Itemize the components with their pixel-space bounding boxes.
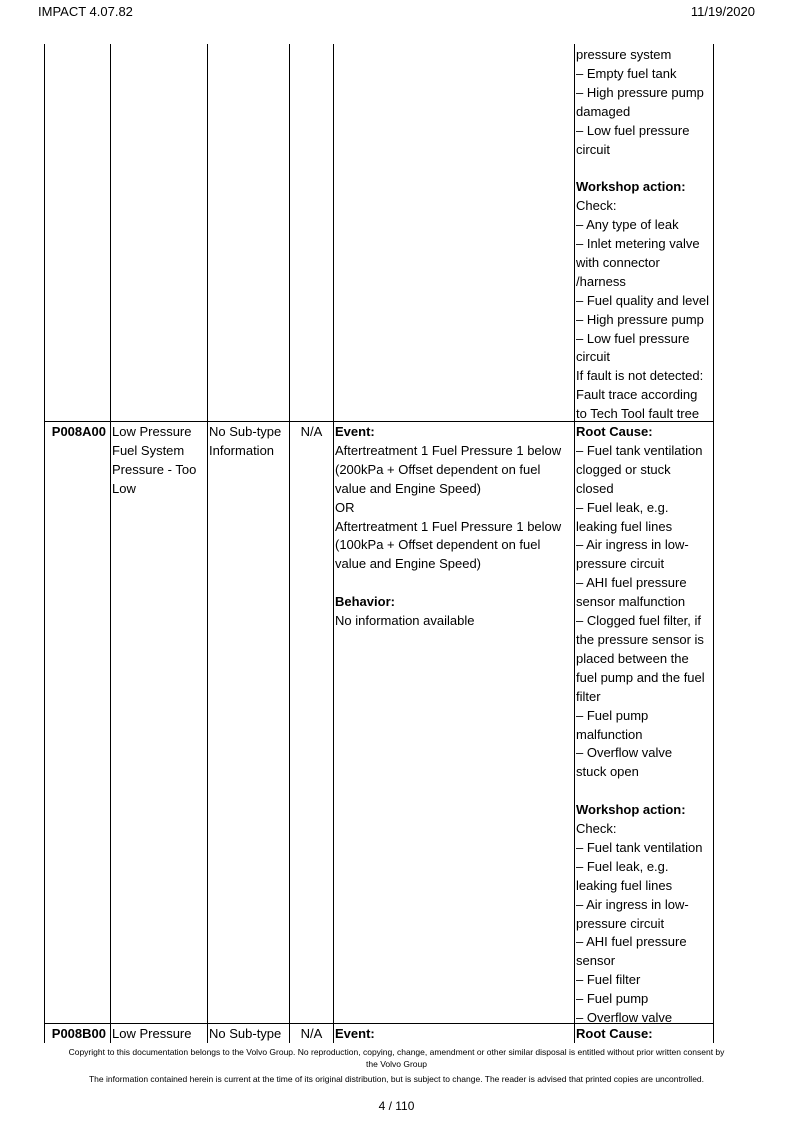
workshop-line: with connector [576, 254, 660, 270]
root-cause-line: – Empty fuel tank [576, 65, 677, 81]
workshop-line: circuit [576, 349, 610, 365]
workshop-line: – Fuel tank ventilation [576, 839, 703, 855]
root-cause-line: circuit [576, 141, 610, 157]
workshop-line: – Fuel leak, e.g. [576, 858, 669, 874]
event-heading: Event: [335, 424, 375, 439]
dtc-code: P008B00 [51, 1026, 106, 1041]
document-title: IMPACT 4.07.82 [38, 4, 133, 19]
workshop-line: Check: [576, 198, 617, 214]
workshop-line: – Any type of leak [576, 217, 679, 233]
workshop-line: sensor [576, 953, 616, 969]
dtc-name [112, 423, 196, 499]
dtc-na-value: N/A [300, 1026, 323, 1041]
root-cause-line: – Clogged fuel filter, if [576, 613, 702, 629]
continued-diagnosis-cell [576, 46, 709, 424]
workshop-line: Fault trace according [576, 387, 698, 403]
root-cause-line: pressure system [576, 47, 672, 62]
root-cause-line: – Low fuel pressure [576, 122, 690, 138]
workshop-line: /harness [576, 273, 626, 289]
workshop-line: – Overflow valve [576, 1010, 673, 1026]
copyright-line: the Volvo Group [366, 1059, 427, 1069]
diagnosis-cell [576, 423, 705, 1028]
workshop-line: – Inlet metering valve [576, 236, 700, 252]
root-cause-line: leaking fuel lines [576, 518, 673, 534]
root-cause-line: – Fuel leak, e.g. [576, 499, 669, 515]
root-cause-line: malfunction [576, 726, 643, 742]
event-line: value and Engine Speed) [335, 556, 482, 572]
root-cause-line: filter [576, 688, 601, 704]
event-cell [335, 423, 561, 631]
workshop-line: – High pressure pump [576, 311, 704, 327]
event-line: (100kPa + Offset dependent on fuel [335, 537, 541, 553]
event-line: Aftertreatment 1 Fuel Pressure 1 below [335, 442, 562, 458]
root-cause-heading: Root Cause: [576, 1026, 653, 1041]
root-cause-line: clogged or stuck [576, 461, 671, 477]
subtype-line: No Sub-type [209, 424, 282, 439]
dtc-code: P008A00 [51, 424, 106, 439]
root-cause-line: stuck open [576, 764, 639, 780]
dtc-name [112, 1025, 191, 1044]
distribution-notice: The information contained herein is current at the time of its original distribution, but is subject to change. The reader is advised that printed copies are uncontrolled. [88, 1074, 705, 1084]
dtc-name-line: Pressure - Too [112, 461, 197, 477]
event-heading: Event: [335, 1026, 375, 1041]
behavior-heading: Behavior: [335, 594, 395, 610]
workshop-line: – AHI fuel pressure [576, 934, 687, 950]
workshop-line: pressure circuit [576, 915, 665, 931]
root-cause-line: pressure circuit [576, 556, 665, 572]
dtc-name-line: Low Pressure [112, 424, 192, 439]
workshop-line: leaking fuel lines [576, 877, 673, 893]
subtype-line: Information [209, 442, 275, 458]
workshop-line: Check: [576, 821, 617, 837]
event-cell [335, 1025, 375, 1044]
root-cause-line: – High pressure pump [576, 84, 704, 100]
workshop-line: – Fuel quality and level [576, 292, 709, 308]
root-cause-line: sensor malfunction [576, 594, 686, 610]
workshop-action-heading: Workshop action: [576, 179, 686, 195]
workshop-line: – Air ingress in low- [576, 896, 689, 912]
root-cause-line: – Fuel tank ventilation [576, 442, 703, 458]
event-line: OR [335, 499, 355, 515]
dtc-name-line: Fuel System [112, 442, 185, 458]
root-cause-line: damaged [576, 103, 631, 119]
workshop-line: If fault is not detected: [576, 368, 704, 384]
dtc-name-line: Low [112, 480, 136, 496]
workshop-line: – Fuel filter [576, 972, 641, 988]
root-cause-line: – Air ingress in low- [576, 537, 689, 553]
dtc-name-line: Low Pressure [112, 1026, 192, 1041]
event-line: value and Engine Speed) [335, 480, 482, 496]
root-cause-line: fuel pump and the fuel [576, 669, 705, 685]
root-cause-line: – AHI fuel pressure [576, 575, 687, 591]
dtc-subtype [209, 1025, 281, 1044]
subtype-line: No Sub-type [209, 1026, 282, 1041]
root-cause-heading: Root Cause: [576, 424, 653, 439]
page-number: 4 / 110 [378, 1099, 415, 1113]
root-cause-line: – Fuel pump [576, 707, 649, 723]
workshop-line: – Low fuel pressure [576, 330, 690, 346]
diagnosis-cell [576, 1025, 653, 1044]
root-cause-line: – Overflow valve [576, 745, 673, 761]
copyright-notice [0, 1046, 793, 1070]
copyright-line: Copyright to this documentation belongs to the Volvo Group. No reproduction, copying, change, amendment or other similar disposal is entitled without prior written consent by [68, 1047, 725, 1057]
workshop-line: – Fuel pump [576, 991, 649, 1007]
root-cause-line: closed [576, 480, 614, 496]
root-cause-line: the pressure sensor is [576, 631, 704, 647]
workshop-line: to Tech Tool fault tree [576, 406, 700, 422]
behavior-text: No information available [335, 613, 475, 629]
dtc-na-value: N/A [300, 424, 323, 439]
event-line: Aftertreatment 1 Fuel Pressure 1 below [335, 518, 562, 534]
document-date: 11/19/2020 [690, 4, 755, 19]
event-line: (200kPa + Offset dependent on fuel [335, 461, 541, 477]
workshop-action-heading: Workshop action: [576, 802, 686, 818]
dtc-subtype [209, 423, 281, 461]
root-cause-line: placed between the [576, 650, 689, 666]
